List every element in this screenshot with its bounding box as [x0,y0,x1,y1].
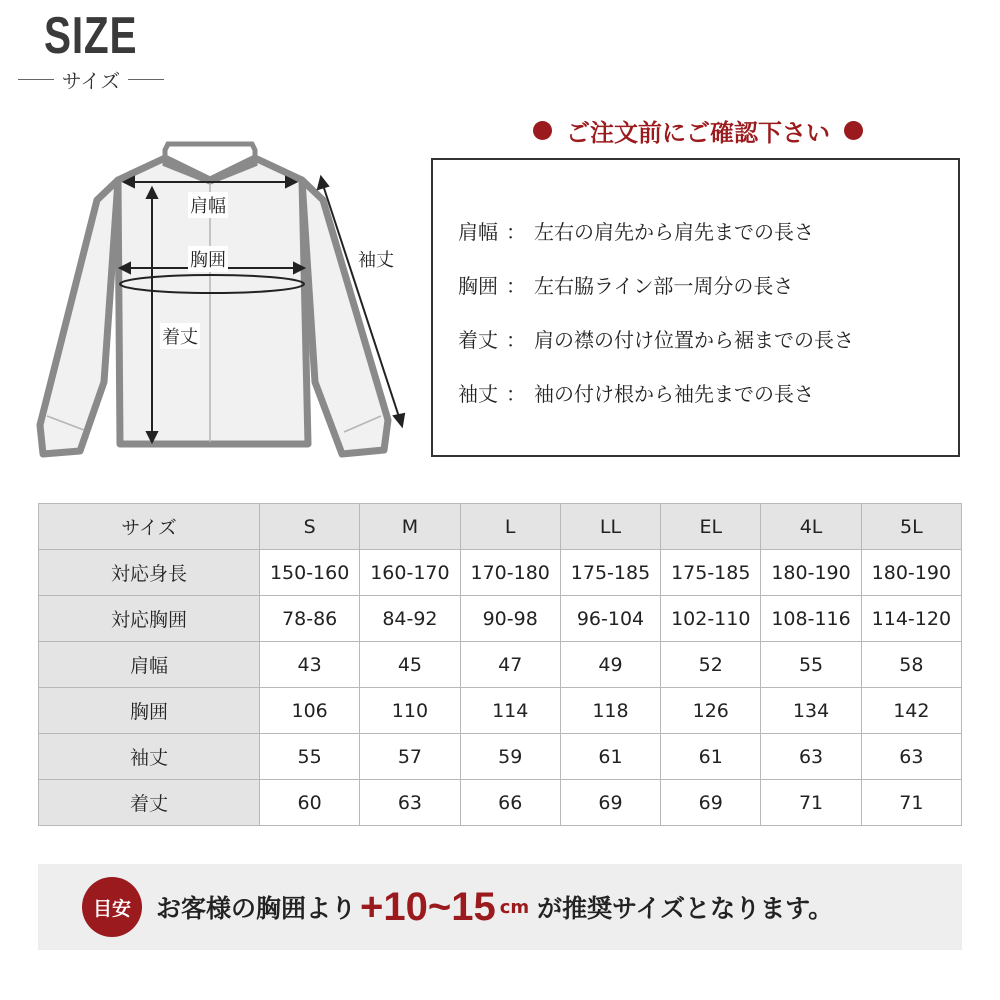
table-cell: 63 [861,734,961,780]
diagram-label-length: 着丈 [160,323,200,349]
table-cell: 150-160 [260,550,360,596]
table-header-row [39,504,962,550]
table-cell: 114-120 [861,596,961,642]
diagram-label-chest: 胸囲 [188,246,228,272]
definition-row [458,378,814,407]
table-cell: 180-190 [861,550,961,596]
table-cell: 69 [661,780,761,826]
table-cell: 55 [260,734,360,780]
table-cell: 114 [460,688,560,734]
guideline-badge: 目安 [82,877,142,937]
diagram-label-shoulder: 肩幅 [188,192,228,218]
table-row [39,688,962,734]
table-header-cell: EL [661,504,761,550]
definition-row [458,324,854,353]
row-label-cell: 対応身長 [39,550,260,596]
recommendation-banner [38,864,962,950]
table-cell: 52 [661,642,761,688]
notice-heading [484,112,912,148]
bullet-dot-icon [844,121,863,140]
definition-term: 胸囲 [458,274,498,298]
table-cell: 61 [560,734,660,780]
row-label-cell: 袖丈 [39,734,260,780]
table-cell: 63 [360,780,460,826]
table-cell: 66 [460,780,560,826]
table-cell: 47 [460,642,560,688]
table-cell: 63 [761,734,861,780]
table-cell: 160-170 [360,550,460,596]
table-cell: 61 [661,734,761,780]
table-header-cell: 4L [761,504,861,550]
page-title: SIZE [44,7,138,65]
row-label-cell: 着丈 [39,780,260,826]
table-cell: 170-180 [460,550,560,596]
definition-separator: ： [506,274,526,298]
table-cell: 49 [560,642,660,688]
table-cell: 108-116 [761,596,861,642]
table-header-cell: LL [560,504,660,550]
table-cell: 84-92 [360,596,460,642]
definition-desc: 左右脇ライン部一周分の長さ [534,274,794,298]
table-cell: 134 [761,688,861,734]
table-header-cell: サイズ [39,504,260,550]
bullet-dot-icon [533,121,552,140]
table-cell: 60 [260,780,360,826]
table-header-cell: S [260,504,360,550]
definition-separator: ： [506,382,526,406]
banner-highlight-range: +10~15 [360,884,496,929]
arrow-head [394,414,404,426]
table-cell: 175-185 [560,550,660,596]
definition-desc: 左右の肩先から肩先までの長さ [534,220,814,244]
table-cell: 43 [260,642,360,688]
banner-text-after: が推奨サイズとなります。 [537,894,834,923]
arrow-head [318,177,328,189]
table-cell: 55 [761,642,861,688]
table-header-cell: 5L [861,504,961,550]
table-cell: 59 [460,734,560,780]
diagram-label-sleeve: 袖丈 [356,246,396,272]
table-cell: 69 [560,780,660,826]
table-cell: 45 [360,642,460,688]
table-cell: 90-98 [460,596,560,642]
table-cell: 102-110 [661,596,761,642]
table-cell: 96-104 [560,596,660,642]
shirt-illustration [0,120,430,480]
table-header-cell: L [460,504,560,550]
definition-separator: ： [506,220,526,244]
table-cell: 180-190 [761,550,861,596]
row-label-cell: 胸囲 [39,688,260,734]
table-cell: 71 [861,780,961,826]
page-subtitle [18,64,164,94]
definition-term: 肩幅 [458,220,498,244]
definitions-box [431,158,960,457]
row-label-cell: 対応胸囲 [39,596,260,642]
banner-unit: cm [499,896,530,918]
right-sleeve [302,180,388,454]
table-row [39,596,962,642]
table-cell: 142 [861,688,961,734]
divider-line [18,79,54,80]
table-cell: 57 [360,734,460,780]
size-table [38,503,962,826]
table-cell: 78-86 [260,596,360,642]
table-cell: 58 [861,642,961,688]
definition-desc: 袖の付け根から袖先までの長さ [534,382,814,406]
definition-term: 袖丈 [458,382,498,406]
table-cell: 71 [761,780,861,826]
table-header-cell: M [360,504,460,550]
subtitle-text: サイズ [61,68,121,93]
shirt-measurement-diagram [0,120,430,480]
left-sleeve [40,180,118,454]
definition-desc: 肩の襟の付け位置から裾までの長さ [534,328,854,352]
table-cell: 175-185 [661,550,761,596]
table-row [39,642,962,688]
definition-separator: ： [506,328,526,352]
table-cell: 126 [661,688,761,734]
table-cell: 118 [560,688,660,734]
table-cell: 110 [360,688,460,734]
banner-text-before: お客様の胸囲より [156,894,357,923]
definition-term: 着丈 [458,328,498,352]
notice-heading-text: ご注文前にご確認下さい [566,118,830,147]
definition-row [458,216,814,245]
table-row [39,734,962,780]
definition-row [458,270,793,299]
table-row [39,550,962,596]
table-row [39,780,962,826]
table-cell: 106 [260,688,360,734]
row-label-cell: 肩幅 [39,642,260,688]
divider-line [128,79,164,80]
